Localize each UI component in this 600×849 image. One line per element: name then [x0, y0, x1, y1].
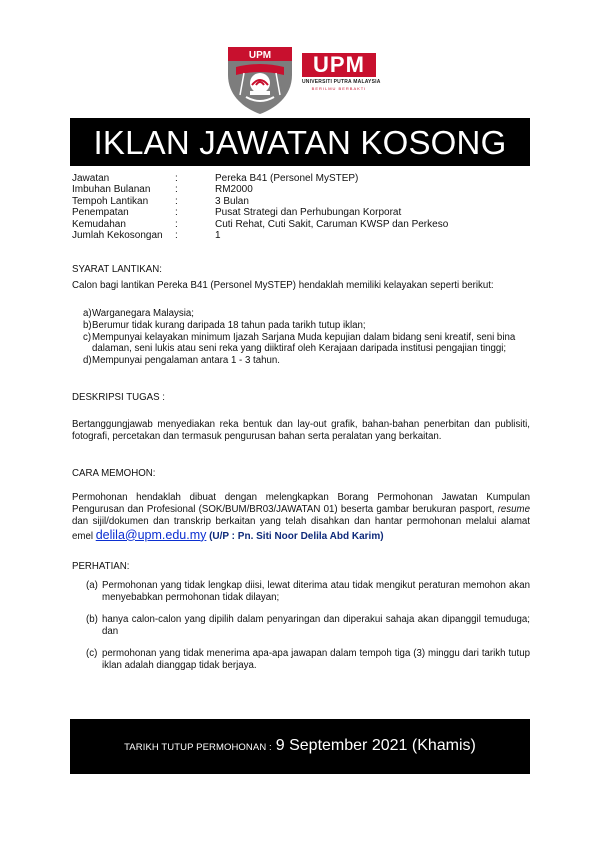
- deskripsi-heading: DESKRIPSI TUGAS :: [72, 392, 165, 403]
- cara-text: [72, 492, 530, 543]
- detail-label: Jumlah Kekosongan: [72, 229, 163, 241]
- syarat-item-text: Berumur tidak kurang daripada 18 tahun pada tarikh tutup iklan;: [92, 319, 366, 331]
- detail-value: 3 Bulan: [215, 195, 249, 207]
- detail-colon: :: [175, 218, 178, 230]
- detail-colon: :: [175, 195, 178, 207]
- syarat-item-marker: d): [83, 355, 92, 367]
- detail-colon: :: [175, 207, 178, 219]
- cara-text-part2: dan sijil/dokumen dan transkrip berkaitan yang telah disahkan dan hantar permohonan melalui alamat emel: [72, 516, 530, 542]
- closing-date-label: TARIKH TUTUP PERMOHONAN :: [124, 742, 272, 753]
- perhatian-item-marker: (b): [86, 613, 98, 625]
- closing-date-value: 9 September 2021 (Khamis): [275, 737, 476, 754]
- page-title: IKLAN JAWATAN KOSONG: [70, 118, 530, 166]
- detail-label: Jawatan: [72, 173, 110, 184]
- brand-motto: BERILMU BERBAKTI: [311, 86, 367, 91]
- closing-date-banner: [70, 719, 530, 774]
- detail-label: Penempatan: [72, 207, 129, 219]
- perhatian-item-text: Permohonan yang tidak lengkap diisi, lewat diterima atau tidak mengikut peraturan memohon akan menyebabkan permohonan tidak dilayan;: [102, 580, 530, 604]
- email-link[interactable]: delila@upm.edu.my: [95, 527, 207, 542]
- university-crest-icon: [226, 45, 294, 115]
- syarat-item-text: Warganegara Malaysia;: [92, 308, 194, 319]
- upm-logo: [226, 45, 381, 115]
- syarat-item-marker: a): [83, 308, 92, 319]
- syarat-item: [72, 320, 530, 332]
- syarat-intro: Calon bagi lantikan Pereka B41 (Personel MySTEP) hendaklah memiliki kelayakan seperti berikut:: [72, 280, 494, 291]
- detail-value: Pereka B41 (Personel MySTEP): [215, 173, 359, 184]
- cara-text-part1: Permohonan hendaklah dibuat dengan melengkapkan Borang Permohonan Jawatan Kumpulan Pengurusan dan Profesional (SOK/BUM/BR03/JAWATAN 01) beserta gambar berukuran pasport,: [72, 492, 530, 516]
- detail-value: Cuti Rehat, Cuti Sakit, Caruman KWSP dan Perkeso: [215, 218, 449, 230]
- syarat-item-text: Mempunyai pengalaman antara 1 - 3 tahun.: [92, 355, 280, 367]
- detail-colon: :: [175, 229, 178, 241]
- perhatian-item-marker: (c): [86, 647, 98, 659]
- cara-text-italic: resume: [497, 504, 530, 516]
- detail-value: RM2000: [215, 184, 253, 196]
- detail-label: Imbuhan Bulanan: [72, 184, 151, 196]
- perhatian-item: [72, 580, 530, 605]
- detail-value: 1: [215, 229, 221, 241]
- perhatian-item: [72, 648, 530, 673]
- svg-text:UPM: UPM: [248, 50, 272, 61]
- syarat-item: [72, 355, 530, 367]
- brand-subtitle: UNIVERSITI PUTRA MALAYSIA: [302, 79, 381, 85]
- deskripsi-text: Bertanggungjawab menyediakan reka bentuk dan lay-out grafik, bahan-bahan penerbitan dan publisiti, fotografi, percetakan dan termasuk pengurusan bahan serta peralatan yang berkaitan.: [72, 419, 530, 443]
- perhatian-item-text: permohonan yang tidak menerima apa-apa jawapan dalam tempoh tiga (3) minggu dari tarikh tutup iklan adalah dianggap tidak berjaya.: [102, 647, 530, 672]
- detail-value: Pusat Strategi dan Perhubungan Korporat: [215, 207, 402, 219]
- detail-colon: :: [175, 173, 178, 184]
- detail-label: Kemudahan: [72, 218, 126, 230]
- contact-person: (U/P : Pn. Siti Noor Delila Abd Karim): [209, 530, 384, 542]
- detail-colon: :: [175, 184, 178, 196]
- detail-label: Tempoh Lantikan: [72, 195, 149, 207]
- syarat-item: [72, 332, 530, 356]
- syarat-list: [72, 308, 530, 367]
- syarat-item: [72, 308, 530, 320]
- syarat-item-marker: b): [83, 319, 92, 331]
- syarat-heading: SYARAT LANTIKAN:: [72, 264, 162, 275]
- brand-wordmark: UPM: [302, 53, 376, 77]
- syarat-item-text: Mempunyai kelayakan minimum Ijazah Sarjana Muda kepujian dalam bidang seni kreatif, seni bina dalaman, seni lukis atau seni reka yang diiktiraf oleh Kerajaan daripada institusi pengajian tinggi;: [92, 331, 516, 355]
- perhatian-heading: PERHATIAN:: [72, 561, 130, 572]
- perhatian-item-text: hanya calon-calon yang dipilih dalam penyaringan dan diperakui sahaja akan dipanggil temuduga; dan: [102, 613, 530, 638]
- cara-heading: CARA MEMOHON:: [72, 468, 156, 479]
- perhatian-item: [72, 614, 530, 639]
- perhatian-list: [72, 580, 530, 672]
- syarat-item-marker: c): [83, 331, 92, 343]
- perhatian-item-marker: (a): [86, 580, 98, 591]
